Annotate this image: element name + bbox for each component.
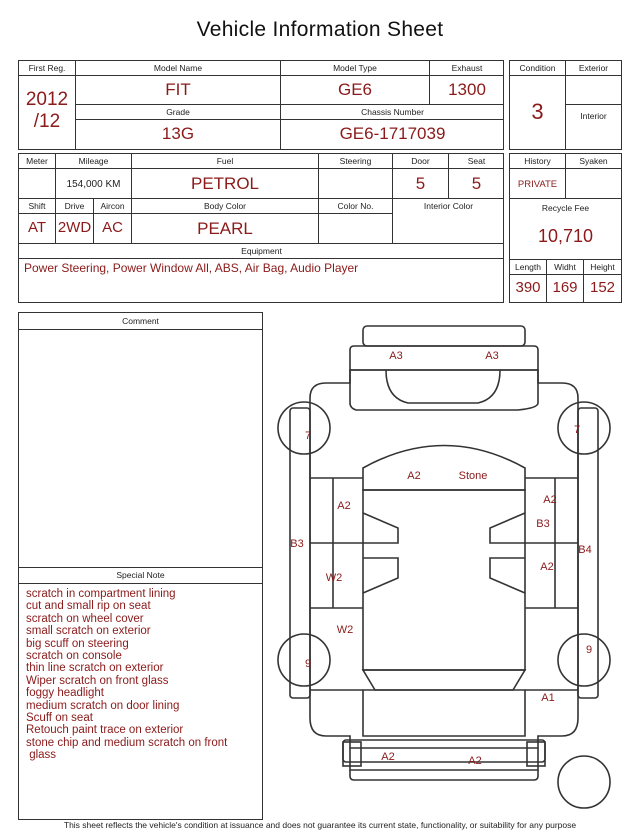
rear-left-wheel [278,402,330,454]
interior-label: Interior [580,111,607,121]
drive-label: Drive [64,201,85,211]
model-type-label: Model Type [333,63,377,73]
special-note-item: scratch in compartment lining [26,588,176,600]
mark-front-bumper-right: A2 [468,755,482,767]
seat-label: Seat [467,156,486,166]
mark-right-door: A2 [540,561,554,573]
mark-front-bumper-left: A2 [381,751,395,763]
drive-cell [56,199,94,244]
fuel-label: Fuel [216,156,234,166]
rear-windows [363,513,525,543]
color-no-cell [319,199,393,244]
rear-hatch [350,370,538,410]
special-note-item: small scratch on exterior [26,625,151,638]
exhaust-cell [430,61,504,105]
interior-cell [566,105,621,149]
history-box [509,153,622,303]
grade-cell [76,105,281,149]
door-value: 5 [415,174,426,193]
height-label: Height [590,262,615,272]
mileage-value: 154,000 KM [66,179,121,190]
special-note-item: stone chip and medium scratch on front glass [26,736,228,762]
roof [363,490,525,670]
front-lip [350,770,538,780]
condition-cell [510,61,566,149]
damage-diagram [268,318,628,818]
steering-label: Steering [339,156,372,166]
mark-front-left-wheel: 9 [304,658,312,670]
interior-color-cell [393,199,504,244]
grade-label: Grade [166,107,190,117]
aircon-cell [94,199,132,244]
front-windows [363,558,525,593]
first-reg-year: 2012 [25,89,69,110]
special-note-item: foggy headlight [26,687,105,700]
mark-rear-left-panel: A2 [337,500,351,512]
body-color-cell [132,199,319,244]
height-value: 152 [589,279,616,296]
mileage-cell [56,154,132,199]
fuel-value: PETROL [190,174,260,193]
syaken-cell [566,154,621,199]
chassis-label: Chassis Number [361,107,424,117]
mark-rear-left-wheel: 7 [304,430,312,442]
aircon-label: Aircon [100,201,125,211]
syaken-label: Syaken [579,156,608,166]
door-label: Door [411,156,430,166]
first-reg-month: /12 [33,111,61,132]
exhaust-value: 1300 [448,80,486,99]
steering-cell [319,154,393,199]
mark-roof-right: Stone [458,470,488,482]
mark-right-side-b3: B3 [536,518,550,530]
exhaust-label: Exhaust [451,63,483,73]
width-value: 169 [552,279,578,296]
comment-box [18,312,263,820]
comment-label: Comment [122,316,159,326]
door-cell [393,154,449,199]
body-front-outline [310,558,578,748]
model-name-value: FIT [165,80,191,99]
spare-wheel [558,756,610,808]
hood [363,690,525,736]
model-type-cell [281,61,430,105]
chassis-cell [281,105,504,149]
exterior-cell [566,61,621,105]
aircon-value: AC [102,219,123,236]
history-label: History [524,156,551,166]
history-cell [510,154,566,199]
body-color-label: Body Color [203,201,247,211]
special-notes-list [26,588,260,762]
rear-bumper-top [363,326,525,346]
length-value: 390 [515,279,541,296]
width-label: Widht [554,262,576,272]
shift-value: AT [27,219,47,236]
equipment-cell [19,244,504,302]
first-reg-label: First Reg. [28,63,66,73]
special-note-item: Wiper scratch on front glass [26,674,169,687]
history-value: PRIVATE [517,179,558,190]
fuel-cell [132,154,319,199]
special-note-item: thin line scratch on exterior [26,662,164,675]
seat-value: 5 [471,174,482,193]
exterior-label: Exterior [578,63,609,73]
disclaimer-footer: This sheet reflects the vehicle's condition at issuance and does not guarantee its current state, functionality, or suitability for any purpose [63,820,577,830]
special-note-label: Special Note [116,570,165,580]
color-no-label: Color No. [337,201,374,211]
recycle-fee-value: 10,710 [537,226,594,246]
drive-value: 2WD [57,219,92,236]
body-color-value: PEARL [197,219,253,238]
front-bumper [350,748,538,770]
model-type-value: GE6 [337,80,373,99]
front-bumper-outer [343,740,545,762]
mark-right-side-b4: B4 [578,544,592,556]
mileage-label: Mileage [78,156,109,166]
width-cell [547,260,584,302]
rear-glass [363,446,525,491]
mark-front-right-wheel: 9 [585,644,593,656]
condition-value: 3 [531,99,544,124]
model-name-cell [76,61,281,105]
mark-roof-left: A2 [407,470,421,482]
meter-label: Meter [26,156,48,166]
meter-cell [19,154,56,199]
interior-color-label: Interior Color [423,201,474,211]
special-note-item: cut and small rip on seat [26,600,151,613]
special-note-item: big scuff on steering [26,637,129,650]
mark-left-side: B3 [290,538,304,550]
special-note-item: Scuff on seat [26,712,93,725]
front-right-wheel [558,634,610,686]
special-note-item: scratch on console [26,650,122,663]
vehicle-spec-box [18,153,504,303]
recycle-fee-label: Recycle Fee [541,203,590,213]
length-label: Length [515,262,541,272]
vehicle-id-box [18,60,504,150]
model-name-label: Model Name [153,63,203,73]
mark-rear-right-panel: A2 [543,494,557,506]
mark-rear-bumper-left: A3 [389,350,403,362]
rear-hatch-inner [386,370,500,403]
condition-box [509,60,622,150]
equipment-value: Power Steering, Power Window All, ABS, Air Bag, Audio Player [24,261,359,275]
chassis-value: GE6-1717039 [339,124,446,143]
special-note-item: Retouch paint trace on exterior [26,724,184,737]
condition-label: Condition [519,63,556,73]
mark-left-door: W2 [325,572,343,584]
mark-left-front-door: W2 [336,624,354,636]
grade-value: 13G [161,124,195,143]
special-note-item: scratch on wheel cover [26,612,144,625]
rear-bumper [350,346,538,370]
front-glass [363,670,525,690]
rear-right-wheel [558,402,610,454]
mark-rear-bumper-right: A3 [485,350,499,362]
mark-rear-right-wheel: 7 [573,424,581,436]
shift-label: Shift [28,201,46,211]
seat-cell [449,154,504,199]
shift-cell [19,199,56,244]
first-reg-cell [19,61,76,149]
mark-hood-right: A1 [541,692,555,704]
length-cell [510,260,547,302]
sheet-title: Vehicle Information Sheet [196,18,444,41]
height-cell [584,260,621,302]
special-note-item: medium scratch on door lining [26,699,180,712]
recycle-fee-cell [510,199,621,260]
equipment-label: Equipment [241,246,282,256]
